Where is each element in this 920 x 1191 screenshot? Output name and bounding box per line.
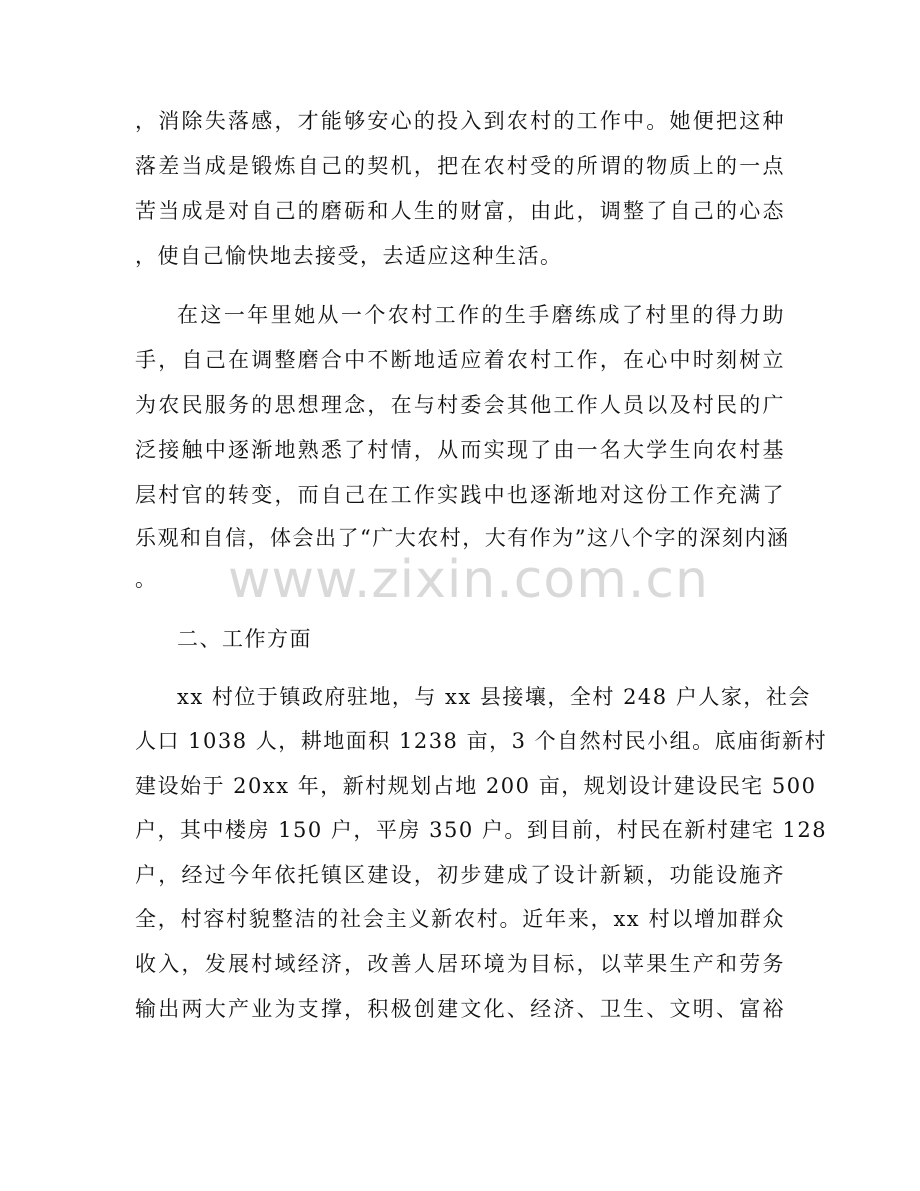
- watermark: www.zixin.com.cn: [228, 550, 709, 610]
- paragraph-line: 户，其中楼房 150 户，平房 350 户。到目前，村民在新村建宅 128: [135, 818, 828, 842]
- paragraph-line: xx 村位于镇政府驻地，与 xx 县接壤，全村 248 户人家，社会: [177, 685, 811, 709]
- paragraph-line: ，使自己愉快地去接受，去适应这种生活。: [135, 244, 563, 268]
- paragraph-line: 。: [135, 567, 158, 591]
- paragraph-line: 泛接触中逐渐地熟悉了村情，从而实现了由一名大学生向农村基: [135, 438, 785, 462]
- section-heading: 二、工作方面: [177, 627, 312, 651]
- paragraph-line: 苦当成是对自己的磨砺和人生的财富，由此，调整了自己的心态: [135, 199, 785, 223]
- paragraph-line: 全，村容村貌整洁的社会主义新农村。近年来，xx 村以增加群众: [135, 907, 785, 931]
- paragraph-line: 乐观和自信，体会出了“广大农村，大有作为”这八个字的深刻内涵: [135, 526, 790, 550]
- paragraph-line: 建设始于 20xx 年，新村规划占地 200 亩，规划设计建设民宅 500: [135, 774, 817, 798]
- paragraph-line: 为农民服务的思想理念，在与村委会其他工作人员以及村民的广: [135, 393, 785, 417]
- paragraph-line: ，消除失落感，才能够安心的投入到农村的工作中。她便把这种: [135, 109, 785, 133]
- paragraph-line: 落差当成是锻炼自己的契机，把在农村受的所谓的物质上的一点: [135, 154, 785, 178]
- paragraph-line: 输出两大产业为支撑，积极创建文化、经济、卫生、文明、富裕: [135, 997, 785, 1021]
- paragraph-line: 人口 1038 人，耕地面积 1238 亩，3 个自然村民小组。底庙街新村: [135, 729, 828, 753]
- paragraph-line: 在这一年里她从一个农村工作的生手磨练成了村里的得力助: [177, 303, 785, 327]
- paragraph-line: 户，经过今年依托镇区建设，初步建成了设计新颖，功能设施齐: [135, 863, 785, 887]
- paragraph-line: 收入，发展村域经济，改善人居环境为目标，以苹果生产和劳务: [135, 952, 785, 976]
- paragraph-line: 层村官的转变，而自己在工作实践中也逐渐地对这份工作充满了: [135, 483, 785, 507]
- paragraph-line: 手，自己在调整磨合中不断地适应着农村工作，在心中时刻树立: [135, 348, 785, 372]
